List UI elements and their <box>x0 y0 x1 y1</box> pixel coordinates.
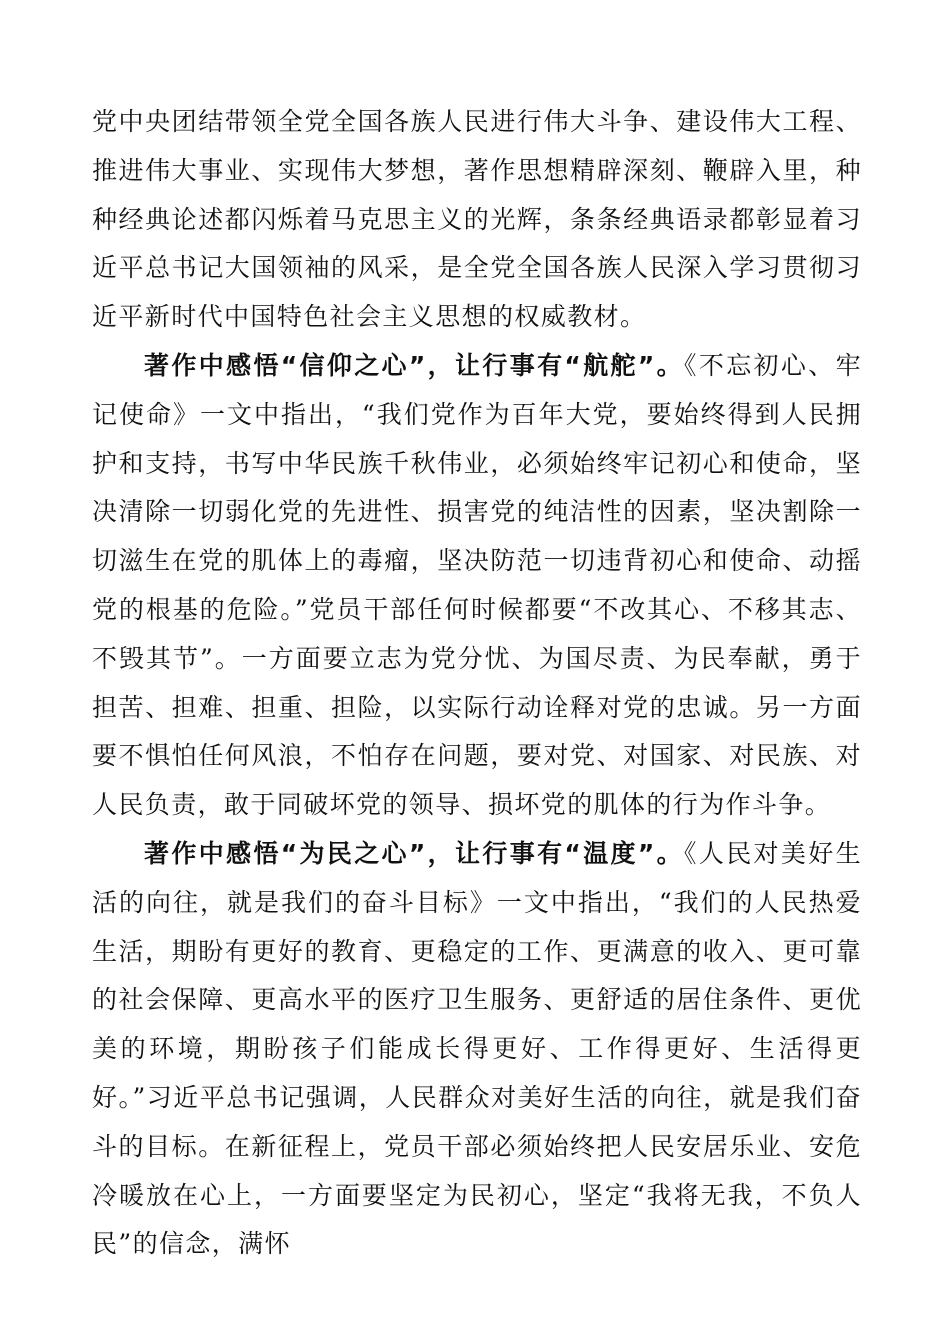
document-page <box>92 98 862 1269</box>
paragraph-2-text: 《不忘初心、牢记使命》一文中指出，“我们党作为百年大党，要始终得到人民拥护和支持，书写中华民族千秋伟业，必须始终牢记初心和使命，坚决清除一切弱化党的先进性、损害党的纯洁性的因素，坚决割除一切滋生在党的肌体上的毒瘤，坚决防范一切违背初心和使命、动摇党的根基的危险。”党员干部任何时候都要“不改其心、不移其志、不毁其节”。一方面要立志为党分忧、为国尽责、为民奉献，勇于担苦、担难、担重、担险，以实际行动诠释对党的忠诚。另一方面要不惧怕任何风浪，不怕存在问题，要对党、对国家、对民族、对人民负责，敢于同破坏党的领导、损坏党的肌体的行为作斗争。 <box>92 350 862 820</box>
paragraph-1 <box>92 98 862 342</box>
paragraph-2-lead: 著作中感悟“信仰之心”，让行事有“航舵”。 <box>144 350 685 380</box>
paragraph-3 <box>92 830 862 1269</box>
paragraph-3-lead: 著作中感悟“为民之心”，让行事有“温度”。 <box>144 838 685 868</box>
paragraph-3-text: 《人民对美好生活的向往，就是我们的奋斗目标》一文中指出，“我们的人民热爱生活，期盼有更好的教育、更稳定的工作、更满意的收入、更可靠的社会保障、更高水平的医疗卫生服务、更舒适的居住条件、更优美的环境，期盼孩子们能成长得更好、工作得更好、生活得更好。”习近平总书记强调，人民群众对美好生活的向往，就是我们奋斗的目标。在新征程上，党员干部必须始终把人民安居乐业、安危冷暖放在心上，一方面要坚定为民初心，坚定“我将无我，不负人民”的信念，满怀 <box>92 838 862 1259</box>
paragraph-2 <box>92 342 862 830</box>
paragraph-1-text: 党中央团结带领全党全国各族人民进行伟大斗争、建设伟大工程、推进伟大事业、实现伟大梦想，著作思想精辟深刻、鞭辟入里，种种经典论述都闪烁着马克思主义的光辉，条条经典语录都彰显着习近平总书记大国领袖的风采，是全党全国各族人民深入学习贯彻习近平新时代中国特色社会主义思想的权威教材。 <box>92 107 862 332</box>
